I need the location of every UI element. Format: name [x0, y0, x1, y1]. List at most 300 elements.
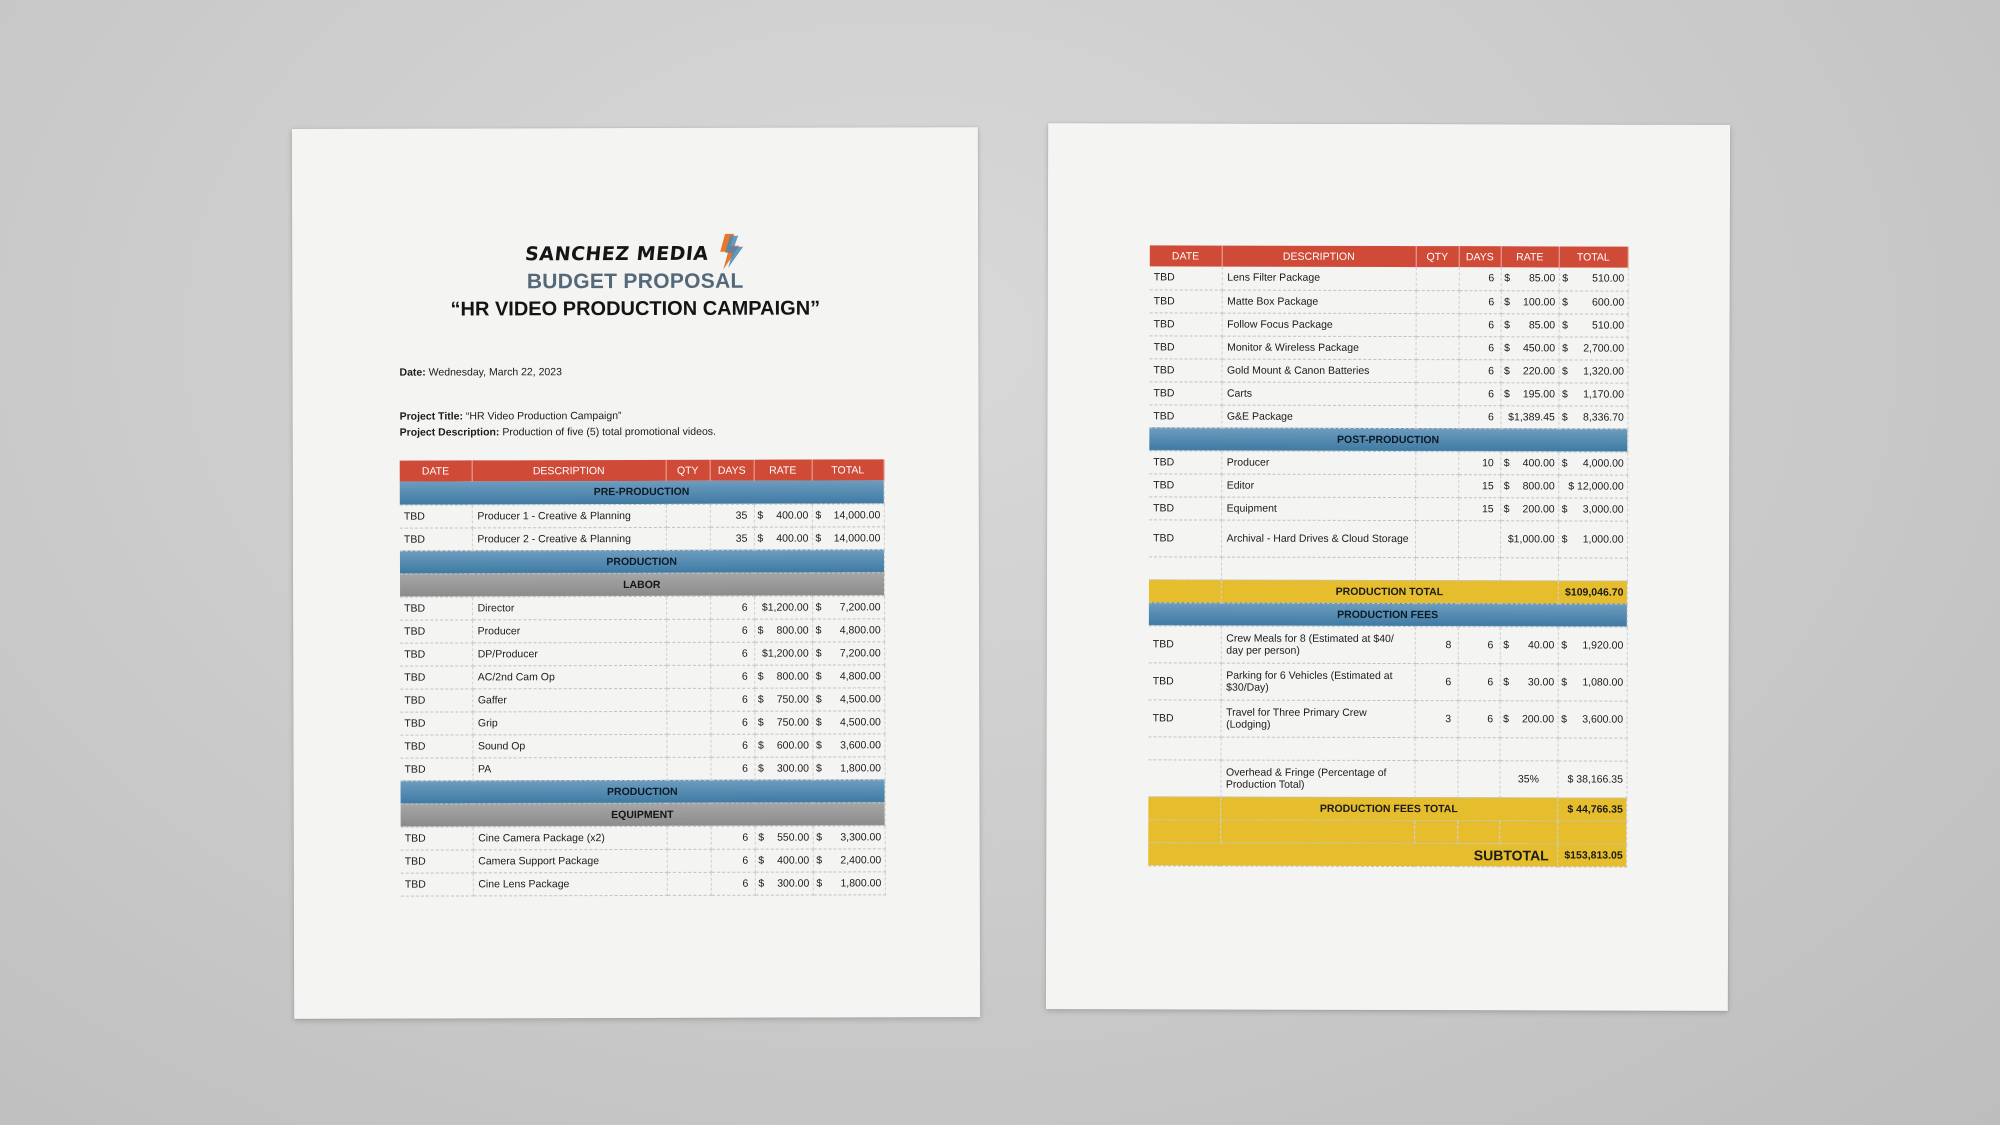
budget-table-page-2: [1148, 245, 1628, 867]
cell-date: TBD: [1149, 496, 1221, 519]
table-row: [1149, 473, 1627, 497]
header-total: TOTAL: [812, 459, 884, 480]
cell-days: 6: [1458, 359, 1500, 382]
money-amount: 1,000.00: [1582, 533, 1624, 546]
money-amount: 550.00: [777, 831, 810, 844]
header-days: DAYS: [1459, 246, 1501, 267]
dollar-sign: $: [815, 624, 822, 637]
table-row: [401, 825, 885, 849]
money-amount: 3,000.00: [1582, 503, 1624, 516]
money-value: [816, 670, 881, 682]
money-value: [758, 716, 809, 728]
cell-description: Grip: [472, 711, 666, 735]
cell-days: 6: [710, 619, 754, 642]
money-amount: 100.00: [1523, 295, 1556, 308]
money-value: [758, 624, 809, 636]
page-2: [1046, 123, 1730, 1011]
section-production-label: PRODUCTION: [400, 549, 884, 573]
cell-date: TBD: [1149, 358, 1221, 381]
cell-description: Archival - Hard Drives & Cloud Storage: [1221, 520, 1415, 558]
table-row: [400, 733, 884, 757]
cell-total: [812, 664, 884, 687]
section-production-label: PRODUCTION: [401, 779, 885, 803]
dollar-sign: $: [757, 739, 764, 752]
cell-date: TBD: [1149, 404, 1221, 427]
project-title-value: “HR Video Production Campaign”: [465, 410, 622, 423]
money-value: [758, 670, 809, 682]
table-row: [1150, 266, 1628, 290]
cell-description: Director: [472, 596, 666, 620]
cell-total: [1558, 663, 1627, 700]
cell-qty: [666, 688, 710, 711]
money-value: [758, 601, 809, 613]
table-row: [1149, 496, 1627, 520]
blank-cell: [1557, 737, 1626, 760]
cell-total: [1558, 497, 1627, 520]
dollar-sign: $: [1562, 272, 1569, 285]
money-amount: 4,800.00: [839, 669, 881, 682]
money-amount: 400.00: [777, 854, 810, 867]
cell-total: [1559, 290, 1628, 313]
cell-days: 6: [710, 665, 754, 688]
date-line: [399, 366, 561, 378]
project-description-line: [400, 426, 716, 439]
dollar-sign: $: [1562, 341, 1568, 354]
cell-description: Editor: [1221, 474, 1415, 498]
cell-days: 6: [1459, 336, 1501, 359]
subsection-equipment-label: EQUIPMENT: [401, 802, 885, 826]
cell-description: Monitor & Wireless Package: [1222, 336, 1416, 360]
money-amount: 400.00: [1522, 456, 1555, 469]
money-value: [816, 601, 881, 613]
cell-days: 15: [1458, 474, 1500, 497]
section-production-fees: [1149, 602, 1627, 626]
dollar-sign: $: [816, 854, 823, 867]
dollar-sign: $: [1503, 364, 1510, 377]
table-row: [1149, 404, 1627, 428]
table-row: [400, 618, 884, 642]
subtotal-label: SUBTOTAL: [1148, 842, 1557, 866]
dollar-sign: $: [815, 509, 822, 522]
cell-description: Sound Op: [472, 734, 666, 758]
money-value: [1504, 457, 1555, 469]
cell-qty: 8: [1415, 626, 1458, 663]
cell-date: TBD: [1149, 473, 1221, 496]
money-value: [1562, 411, 1624, 423]
cell-date: TBD: [400, 665, 472, 688]
cell-date: TBD: [400, 504, 472, 527]
cell-qty: [666, 757, 710, 780]
cell-date: [1148, 759, 1220, 796]
money-value: [1562, 457, 1624, 469]
money-value: [1504, 296, 1555, 308]
cell-date: TBD: [400, 596, 472, 619]
cell-rate: [755, 826, 813, 849]
dollar-sign: $: [1504, 295, 1511, 308]
table-row: [1150, 289, 1628, 313]
cell-date: TBD: [1149, 662, 1221, 699]
cell-date: TBD: [1149, 519, 1221, 556]
cell-date: TBD: [1150, 312, 1222, 335]
table-row: [400, 526, 884, 550]
cell-total: [1559, 267, 1628, 290]
blank-row: [1148, 736, 1626, 760]
cell-qty: [1415, 451, 1458, 474]
money-value: [758, 693, 809, 705]
dollar-sign: $: [758, 831, 765, 844]
table-row: [400, 595, 884, 619]
money-value: [758, 762, 809, 774]
money-value: [1503, 639, 1554, 651]
section-post-production: [1149, 427, 1627, 451]
cell-qty: [1416, 267, 1459, 290]
page-1: [292, 127, 980, 1019]
blank-cell: [1557, 820, 1626, 843]
cell-total: $ 38,166.35: [1557, 760, 1626, 797]
table-row: [401, 871, 885, 895]
dollar-sign: $: [815, 601, 822, 614]
dollar-sign: $: [815, 739, 822, 752]
money-value: [1504, 533, 1555, 545]
money-value: [758, 877, 809, 889]
money-value: [1562, 365, 1624, 377]
cell-rate: [754, 711, 812, 734]
cell-description: Crew Meals for 8 (Estimated at $40/ day per person): [1221, 626, 1415, 664]
cell-rate: [1500, 497, 1558, 520]
cell-date: TBD: [1149, 381, 1221, 404]
cell-date: TBD: [400, 642, 472, 665]
table-row: [400, 503, 884, 527]
cell-total: [812, 733, 884, 756]
cell-rate: [754, 757, 812, 780]
cell-days: 6: [1459, 290, 1501, 313]
money-amount: 600.00: [1592, 296, 1625, 309]
cell-days: 6: [710, 642, 754, 665]
cell-rate: [1500, 474, 1558, 497]
production-fees-total: [1148, 796, 1626, 820]
money-value: [816, 762, 881, 774]
money-value: [815, 509, 880, 521]
blank-cell: [1415, 557, 1458, 580]
blank-cell: [1499, 820, 1557, 843]
blank-cell: [1148, 796, 1220, 819]
money-value: [816, 854, 881, 866]
money-amount: 450.00: [1522, 341, 1556, 354]
cell-total: [812, 641, 884, 664]
dollar-sign: $: [1561, 410, 1568, 423]
money-amount: 200.00: [1521, 712, 1555, 725]
money-amount: 400.00: [776, 509, 809, 522]
blank-cell: [1499, 737, 1557, 760]
dollar-sign: $: [816, 877, 823, 890]
money-value: [1504, 319, 1555, 331]
money-amount: 800.00: [1522, 479, 1555, 492]
cell-total: [1558, 382, 1627, 405]
cell-total: [1558, 359, 1627, 382]
money-value: [758, 647, 809, 659]
header-rate: RATE: [754, 460, 812, 481]
project-description-value: Production of five (5) total promotional videos.: [502, 425, 716, 439]
dollar-sign: $: [1503, 638, 1510, 651]
cell-rate: [754, 665, 812, 688]
cell-total: [813, 825, 885, 848]
cell-days: 6: [710, 757, 754, 780]
money-value: [815, 532, 880, 544]
cell-qty: [666, 596, 710, 619]
money-amount: 195.00: [1522, 387, 1555, 400]
money-amount: 510.00: [1591, 319, 1625, 332]
cell-rate: [1500, 626, 1558, 663]
table-header: [400, 459, 884, 481]
money-amount: $1,200.00: [761, 601, 809, 614]
header-date: DATE: [1150, 245, 1222, 266]
cell-rate: [754, 642, 812, 665]
overhead-row: [1148, 759, 1626, 797]
dollar-sign: $: [1562, 295, 1569, 308]
money-value: [1504, 503, 1555, 515]
money-value: [816, 716, 881, 728]
cell-rate: [754, 596, 812, 619]
project-title-label: Project Title:: [399, 410, 464, 423]
money-amount: 30.00: [1527, 675, 1555, 688]
cell-qty: [1415, 497, 1458, 520]
money-value: [1504, 388, 1555, 400]
dollar-sign: $: [815, 647, 822, 660]
money-value: [758, 854, 809, 866]
cell-date: TBD: [1150, 266, 1222, 289]
cell-days: 6: [1458, 382, 1500, 405]
cell-days: 15: [1458, 497, 1500, 520]
cell-days: 6: [1458, 405, 1500, 428]
dollar-sign: $: [757, 693, 764, 706]
dollar-sign: $: [1561, 456, 1568, 469]
brand-logo: [292, 233, 978, 271]
money-amount: 4,500.00: [840, 715, 881, 728]
header-days: DAYS: [710, 460, 754, 481]
cell-days: 6: [1458, 663, 1500, 700]
dollar-sign: $: [1561, 364, 1568, 377]
table-row: [1149, 519, 1627, 557]
section-pre-production-label: PRE-PRODUCTION: [400, 480, 884, 504]
table-row: [400, 641, 884, 665]
cell-rate: [1500, 359, 1558, 382]
cell-description: Cine Lens Package: [473, 872, 667, 896]
money-value: [1504, 273, 1555, 285]
header-description: DESCRIPTION: [1222, 246, 1416, 268]
money-value: [757, 509, 808, 521]
dollar-sign: $: [815, 716, 822, 729]
section-production: [401, 779, 885, 803]
money-value: [1562, 503, 1624, 515]
cell-total: [813, 848, 885, 871]
cell-date: TBD: [400, 619, 472, 642]
cell-date: TBD: [400, 757, 472, 780]
production-total: [1149, 579, 1627, 603]
production-fees-total-value: $ 44,766.35: [1557, 797, 1626, 820]
money-amount: 200.00: [1522, 502, 1555, 515]
dollar-sign: $: [1561, 638, 1568, 651]
cell-days: 6: [1458, 626, 1500, 663]
dollar-sign: $: [815, 532, 822, 545]
money-amount: 2,700.00: [1583, 342, 1625, 355]
table-row: [1149, 625, 1627, 663]
money-amount: 750.00: [776, 693, 809, 706]
blank-cell: [1414, 737, 1457, 760]
money-amount: 1,170.00: [1583, 388, 1624, 401]
cell-qty: [666, 527, 710, 550]
money-value: [1561, 713, 1623, 725]
money-amount: 300.00: [777, 877, 810, 890]
cell-rate: [1500, 451, 1558, 474]
dollar-sign: $: [1561, 675, 1568, 688]
header-description: DESCRIPTION: [472, 460, 666, 482]
money-value: [1504, 480, 1555, 492]
money-value: [1562, 342, 1624, 354]
money-amount: 1,920.00: [1582, 639, 1624, 652]
money-value: [816, 624, 881, 636]
blank-cell: [1220, 737, 1414, 761]
money-value: [1562, 388, 1624, 400]
cell-days: 6: [710, 711, 754, 734]
money-amount: 3,600.00: [1582, 713, 1624, 726]
cell-total: [812, 526, 884, 549]
table-row: [1149, 450, 1627, 474]
production-total-label: PRODUCTION TOTAL: [1221, 580, 1558, 604]
dollar-sign: $: [1561, 532, 1568, 545]
money-value: [1504, 411, 1555, 423]
dollar-sign: $: [815, 693, 822, 706]
cell-rate: [754, 688, 812, 711]
dollar-sign: $: [816, 831, 823, 844]
cell-total: [1558, 405, 1627, 428]
cell-qty: [1415, 405, 1458, 428]
subtotal-value: $153,813.05: [1557, 843, 1626, 866]
dollar-sign: $: [1503, 712, 1509, 725]
money-amount: 1,080.00: [1582, 676, 1624, 689]
brand-name: SANCHEZ MEDIA: [524, 242, 710, 266]
money-value: [1562, 533, 1624, 545]
cell-total: [1558, 520, 1627, 557]
cell-date: TBD: [401, 826, 473, 849]
blank-cell: [1148, 736, 1220, 759]
cell-date: TBD: [400, 734, 472, 757]
money-amount: $1,000.00: [1507, 532, 1555, 545]
cell-description: Producer: [1221, 451, 1415, 475]
cell-description: Parking for 6 Vehicles (Estimated at $30/Day): [1221, 663, 1415, 701]
cell-days: 6: [1459, 267, 1501, 290]
cell-total: [1558, 700, 1627, 737]
cell-total: [1559, 336, 1628, 359]
money-amount: 1,800.00: [840, 761, 882, 774]
cell-total: [812, 687, 884, 710]
project-title-line: [400, 410, 622, 423]
cell-qty: [666, 734, 710, 757]
cell-description: Cine Camera Package (x2): [473, 826, 667, 850]
money-amount: 600.00: [776, 739, 809, 752]
document-subtitle: “HR VIDEO PRODUCTION CAMPAIGN”: [450, 297, 821, 321]
money-value: [758, 739, 809, 751]
money-amount: 1,800.00: [840, 876, 882, 889]
blank-cell: [1149, 579, 1221, 602]
header-date: DATE: [400, 460, 472, 481]
table-row: [1150, 312, 1628, 336]
blank-cell: [1148, 819, 1220, 842]
cell-rate: [1500, 663, 1558, 700]
cell-total: [1558, 626, 1627, 663]
cell-date: TBD: [1149, 699, 1221, 736]
cell-qty: [667, 826, 711, 849]
date-value: Wednesday, March 22, 2023: [428, 366, 562, 379]
money-amount: 85.00: [1528, 318, 1556, 331]
cell-rate: [755, 872, 813, 895]
blank-row: [1149, 556, 1627, 580]
money-amount: $1,200.00: [761, 647, 809, 660]
money-amount: 300.00: [776, 762, 810, 775]
cell-description: Camera Support Package: [473, 849, 667, 873]
blank-cell: [1457, 820, 1499, 843]
dollar-sign: $: [757, 670, 764, 683]
cell-qty: [666, 711, 710, 734]
cell-rate: 35%: [1499, 760, 1557, 797]
money-amount: 220.00: [1522, 364, 1556, 377]
money-amount: 3,600.00: [840, 738, 881, 751]
money-amount: 2,400.00: [840, 853, 882, 866]
table-row: [400, 756, 884, 780]
cell-qty: [1416, 336, 1459, 359]
cell-description: Lens Filter Package: [1222, 267, 1416, 291]
cell-qty: [1416, 290, 1459, 313]
money-amount: $ 12,000.00: [1568, 479, 1624, 493]
project-description-label: Project Description:: [399, 426, 500, 439]
money-amount: 4,000.00: [1582, 457, 1624, 470]
cell-rate: [1501, 313, 1559, 336]
cell-qty: [1415, 382, 1458, 405]
cell-days: 10: [1458, 451, 1500, 474]
cell-qty: [1415, 474, 1458, 497]
blank-cell: [1414, 820, 1457, 843]
cell-rate: [1500, 405, 1558, 428]
cell-rate: [754, 734, 812, 757]
cell-description: DP/Producer: [472, 642, 666, 666]
money-amount: 4,500.00: [839, 692, 881, 705]
subsection-labor-label: LABOR: [400, 572, 884, 596]
yellow-spacer-row: [1148, 819, 1626, 843]
cell-date: TBD: [400, 527, 472, 550]
header-qty: QTY: [666, 460, 710, 481]
money-value: [1561, 639, 1623, 651]
money-amount: 800.00: [776, 624, 809, 637]
table-row: [401, 848, 885, 872]
money-amount: 800.00: [776, 670, 809, 683]
cell-description: Follow Focus Package: [1222, 313, 1416, 337]
blank-cell: [1500, 557, 1558, 580]
cell-days: 6: [1458, 700, 1500, 737]
money-amount: $1,389.45: [1508, 410, 1555, 423]
cell-days: 6: [711, 849, 755, 872]
cell-qty: [667, 849, 711, 872]
cell-qty: [666, 619, 710, 642]
money-value: [816, 647, 881, 659]
cell-qty: [1416, 313, 1459, 336]
money-value: [1503, 676, 1554, 688]
blank-cell: [1457, 737, 1499, 760]
money-amount: 510.00: [1592, 272, 1625, 285]
blank-cell: [1220, 820, 1414, 844]
cell-total: [812, 503, 884, 526]
money-amount: 14,000.00: [833, 531, 881, 544]
subsection-labor: [400, 572, 884, 596]
cell-qty: [1414, 760, 1457, 797]
